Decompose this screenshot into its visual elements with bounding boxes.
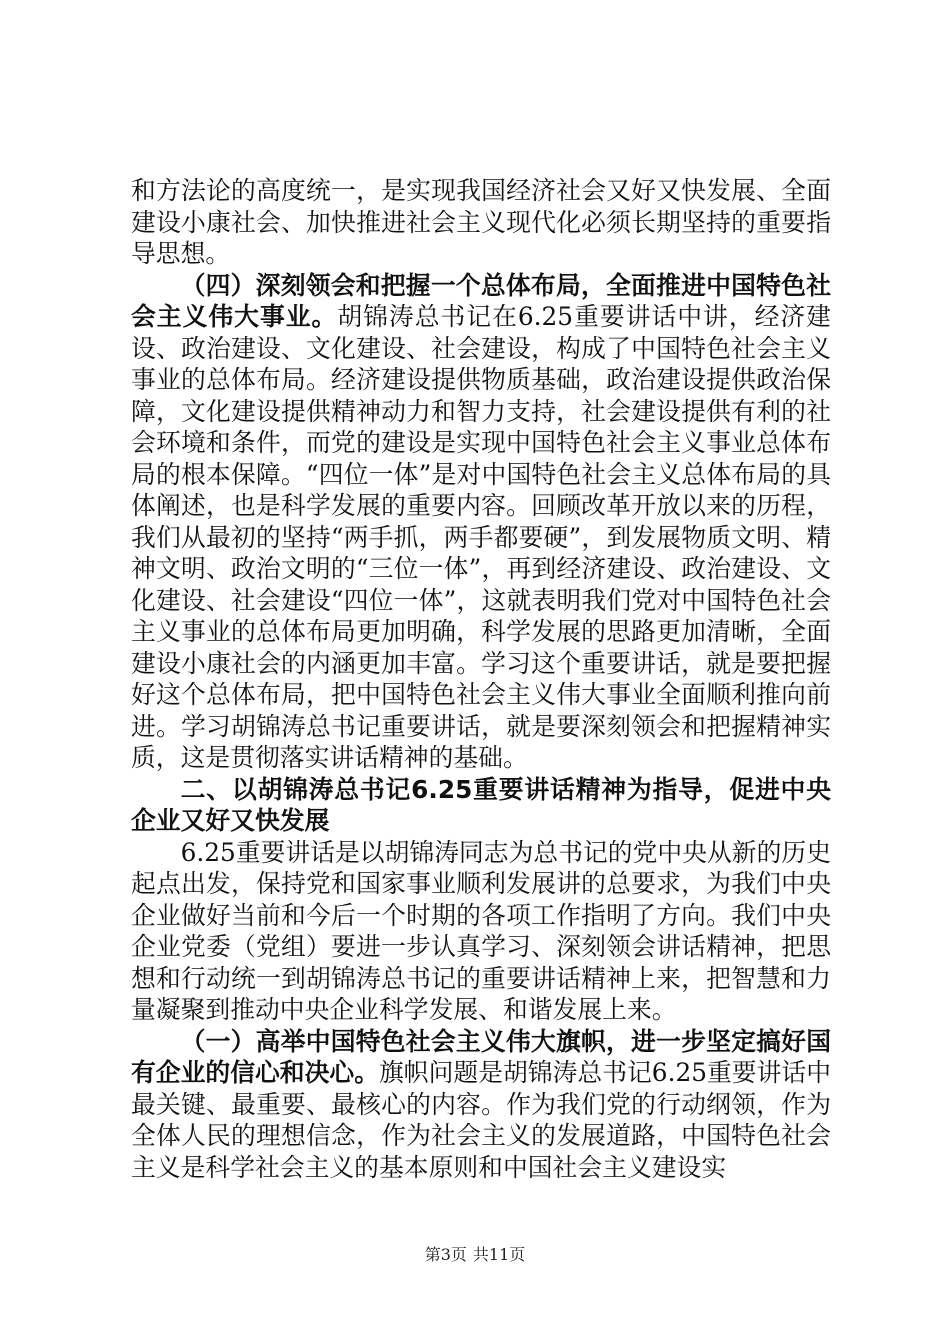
chapter-two-heading: 二、以胡锦涛总书记6.25重要讲话精神为指导，促进中央企业又好又快发展 <box>131 774 831 835</box>
section-one-text: 旗帜问题是胡锦涛总书记6.25重要讲话中最关键、最重要、最核心的内容。作为我们党的行动纲领，作为全体人民的理想信念，作为社会主义的发展道路，中国特色社会主义是科学社会主义的基本原则和中国社会主义建设实 <box>131 1058 831 1182</box>
paragraph-continuation: 和方法论的高度统一，是实现我国经济社会又好又快发展、全面建设小康社会、加快推进社会主义现代化必须长期坚持的重要指导思想。 <box>131 176 831 268</box>
section-one-heading: （一）高举中国特色社会主义伟大旗帜，进一步坚定搞好国有企业的信心和决心。 <box>131 1026 831 1087</box>
page-footer <box>0 1242 950 1265</box>
section-four-text: 胡锦涛总书记在6.25重要讲话中讲，经济建设、政治建设、文化建设、社会建设，构成了中国特色社会主义事业的总体布局。经济建设提供物质基础，政治建设提供政治保障，文化建设提供精神动力和智力支持，社会建设提供有利的社会环境和条件，而党的建设是实现中国特色社会主义事业总体布局的根本保障。“四位一体”是对中国特色社会主义总体布局的具体阐述，也是科学发展的重要内容。回顾改革开放以来的历程，我们从最初的坚持“两手抓，两手都要硬”，到发展物质文明、精神文明、政治文明的“三位一体”，再到经济建设、政治建设、文化建设、社会建设“四位一体”，这就表明我们党对中国特色社会主义事业的总体布局更加明确，科学发展的思路更加清晰，全面建设小康社会的内涵更加丰富。学习这个重要讲话，就是要把握好这个总体布局，把中国特色社会主义伟大事业全面顺利推向前进。学习胡锦涛总书记重要讲话，就是要深刻领会和把握精神实质，这是贯彻落实讲话精神的基础。 <box>131 302 831 772</box>
page-number: 第3页 <box>424 1245 467 1264</box>
paragraph-section-one <box>131 1026 831 1184</box>
paragraph-section-four <box>131 270 831 774</box>
section-four-heading: （四）深刻领会和把握一个总体布局，全面推进中国特色社会主义伟大事业。 <box>131 270 831 331</box>
document-body <box>131 175 831 1183</box>
page-total: 共11页 <box>472 1245 526 1264</box>
paragraph-chapter-two-intro: 6.25重要讲话是以胡锦涛同志为总书记的党中央从新的历史起点出发，保持党和国家事业顺利发展讲的总要求，为我们中央企业做好当前和今后一个时期的各项工作指明了方向。我们中央企业党委（党组）要进一步认真学习、深刻领会讲话精神，把思想和行动统一到胡锦涛总书记的重要讲话精神上来，把智慧和力量凝聚到推动中央企业科学发展、和谐发展上来。 <box>131 837 831 1024</box>
